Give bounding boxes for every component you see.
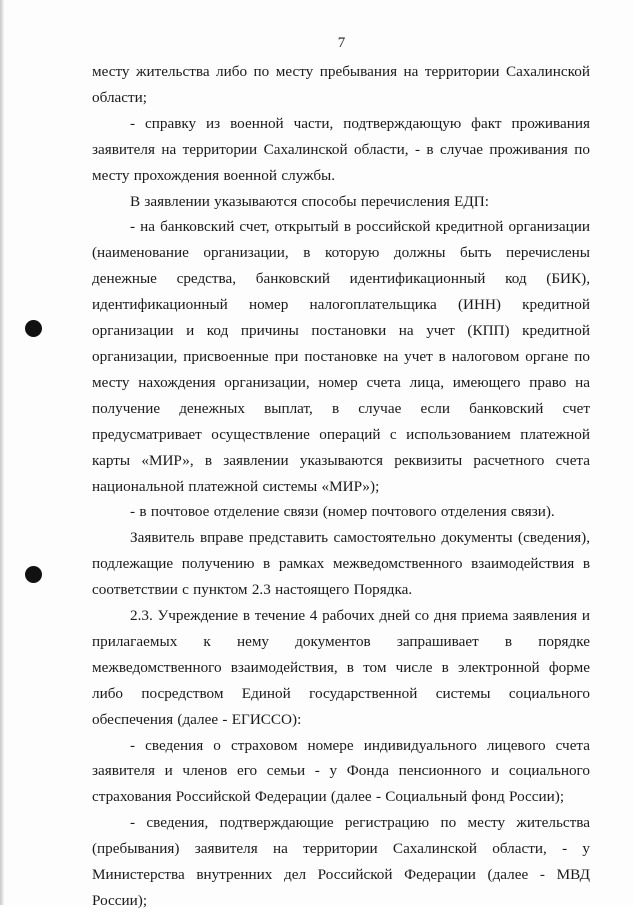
paragraph-residence-continuation: месту жительства либо по месту пребывания на территории Сахалинской области;	[92, 63, 590, 106]
scan-edge-shadow	[0, 0, 4, 905]
paragraph-payment-methods-intro: В заявлении указываются способы перечисления ЕДП:	[130, 192, 489, 210]
paragraph-post-office: - в почтовое отделение связи (номер почтового отделения связи).	[130, 503, 555, 521]
paragraph-section-2-3: 2.3. Учреждение в течение 4 рабочих дней со дня приема заявления и прилагаемых к нему документов запрашивает в порядке межведомственного взаимодействия, в том числе в электронной форме либо посредством Единой государственной системы социального обеспечения (далее - ЕГИССО):	[92, 607, 590, 728]
paragraph-insurance-number: - сведения о страховом номере индивидуального лицевого счета заявителя и членов его семьи - у Фонда пенсионного и социального страхования Российской Федерации (далее - Социальный фонд России);	[92, 736, 590, 806]
punch-hole-mark	[25, 566, 42, 583]
paragraph-bank-account: - на банковский счет, открытый в российской кредитной организации (наименование организации, в которую должны быть перечислены денежные средства, банковский идентификационный код (БИК), идентификационный номер налогоплательщика (ИНН) кредитной организации и код причины постановки на учет (КПП) кредитной организации, присвоенные при постановке на учет в налоговом органе по месту нахождения организации, номер счета лица, имеющего право на получение денежных выплат, в случае если банковский счет предусматривает осуществление операций с использованием платежной карты «МИР», в заявлении указываются реквизиты расчетного счета национальной платежной системы «МИР»);	[92, 218, 590, 495]
paragraph-registration-info: - сведения, подтверждающие регистрацию по месту жительства (пребывания) заявителя на территории Сахалинской области, - у Министерства внутренних дел Российской Федерации (далее - МВД России);	[92, 814, 590, 909]
document-body	[92, 59, 590, 914]
paragraph-military-certificate: - справку из военной части, подтверждающую факт проживания заявителя на территории Сахалинской области, - в случае проживания по месту прохождения военной службы.	[92, 114, 590, 184]
punch-hole-mark	[25, 320, 42, 337]
page-number: 7	[337, 35, 346, 51]
paragraph-applicant-documents: Заявитель вправе представить самостоятельно документы (сведения), подлежащие получению в рамках межведомственного взаимодействия в соответствии с пунктом 2.3 настоящего Порядка.	[92, 529, 590, 599]
